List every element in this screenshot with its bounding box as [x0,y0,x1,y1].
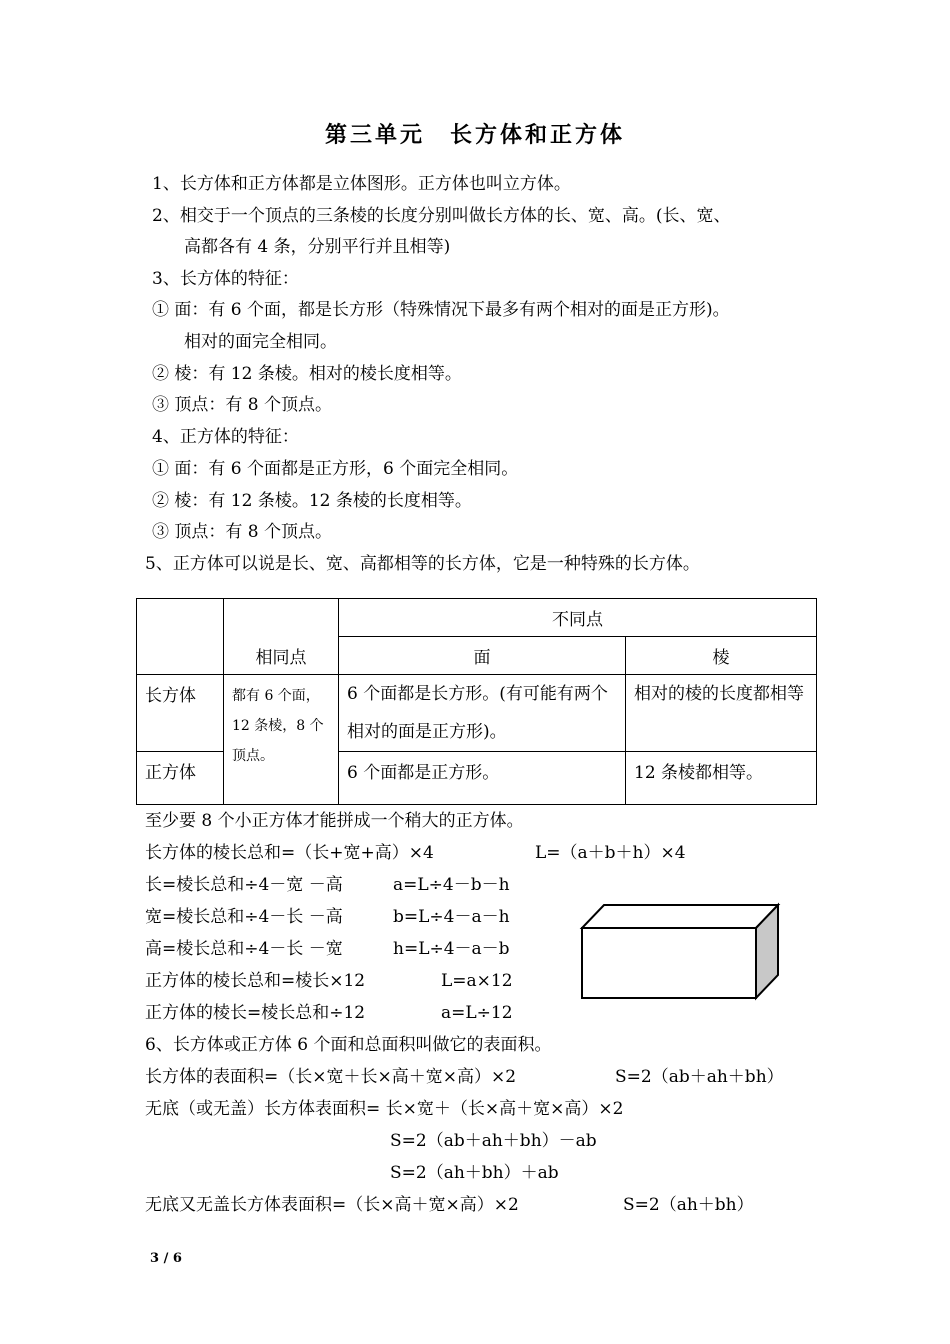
formula-text: 正方体的棱长总和=棱长×12 [145,971,366,991]
formula-symbolic: h=L÷4－a－b [393,939,510,959]
page-number: 3 / 6 [150,1251,182,1266]
formula-text: 无底又无盖长方体表面积=（长×高＋宽×高）×2 [145,1195,519,1215]
same-header: 相同点 [224,599,339,675]
cuboid-figure [578,900,788,1005]
text-line: 6、长方体或正方体 6 个面和总面积叫做它的表面积。 [145,1035,552,1055]
edge-header: 棱 [626,637,817,675]
text-line: ② 棱：有 12 条棱。相对的棱长度相等。 [152,364,462,384]
formula-symbolic: b=L÷4－a－h [393,907,510,927]
text-line: ③ 顶点：有 8 个顶点。 [152,522,333,542]
face-header: 面 [339,637,626,675]
text-line: ① 面：有 6 个面，都是长方形（特殊情况下最多有两个相对的面是正方形)。 [152,300,730,320]
text-line: 相对的面完全相同。 [184,332,337,352]
comparison-table [136,598,817,805]
formula-symbolic: L=（a＋b＋h）×4 [535,843,686,863]
text-line: 3、长方体的特征： [152,269,299,289]
text-line: ③ 顶点：有 8 个顶点。 [152,395,333,415]
text-line: 至少要 8 个小正方体才能拼成一个稍大的正方体。 [145,811,524,831]
text-line: 高都各有 4 条，分别平行并且相等) [184,237,451,257]
formula-symbolic: a=L÷4－b－h [393,875,510,895]
text-line: 2、相交于一个顶点的三条棱的长度分别叫做长方体的长、宽、高。(长、宽、 [152,206,731,226]
text-line: ② 棱：有 12 条棱。12 条棱的长度相等。 [152,491,472,511]
formula-text: 长方体的棱长总和=（长+宽+高）×4 [145,843,434,863]
edge-cell-cuboid: 相对的棱的长度都相等 [626,675,817,752]
edge-cell-cube: 12 条棱都相等。 [626,752,817,805]
row-name-cuboid: 长方体 [137,675,224,752]
cuboid-front-face [582,928,756,998]
text-line: 5、正方体可以说是长、宽、高都相等的长方体，它是一种特殊的长方体。 [145,554,700,574]
formula-symbolic: S=2（ab＋ah＋bh）－ab [390,1131,597,1151]
text-line: ① 面：有 6 个面都是正方形，6 个面完全相同。 [152,459,519,479]
text-line: 1、长方体和正方体都是立体图形。正方体也叫立方体。 [152,174,571,194]
formula-symbolic: a=L÷12 [441,1003,513,1023]
formula-text: 长=棱长总和÷4－宽 －高 [145,875,343,895]
face-cell-cube: 6 个面都是正方形。 [339,752,626,805]
formula-text: 正方体的棱长=棱长总和÷12 [145,1003,366,1023]
row-name-cube: 正方体 [137,752,224,805]
formula-text: 无底（或无盖）长方体表面积= 长×宽＋（长×高＋宽×高）×2 [145,1099,624,1119]
formula-symbolic: S=2（ah＋bh） [623,1195,754,1215]
formula-text: 宽=棱长总和÷4－长 －高 [145,907,343,927]
cuboid-top-face [582,905,778,928]
formula-symbolic: L=a×12 [441,971,513,991]
formula-text: 高=棱长总和÷4－长 －宽 [145,939,343,959]
formula-symbolic: S=2（ab＋ah＋bh） [615,1067,784,1087]
formula-symbolic: S=2（ah＋bh）＋ab [390,1163,559,1183]
face-cell-cuboid: 6 个面都是长方形。(有可能有两个相对的面是正方形)。 [339,675,626,752]
diff-header: 不同点 [339,599,817,637]
text-line: 4、正方体的特征： [152,427,299,447]
table-corner [137,599,224,675]
page-title: 第三单元 长方体和正方体 [324,122,625,148]
formula-text: 长方体的表面积=（长×宽＋长×高＋宽×高）×2 [145,1067,517,1087]
same-cell: 都有 6 个面，12 条棱，8 个顶点。 [224,675,339,805]
